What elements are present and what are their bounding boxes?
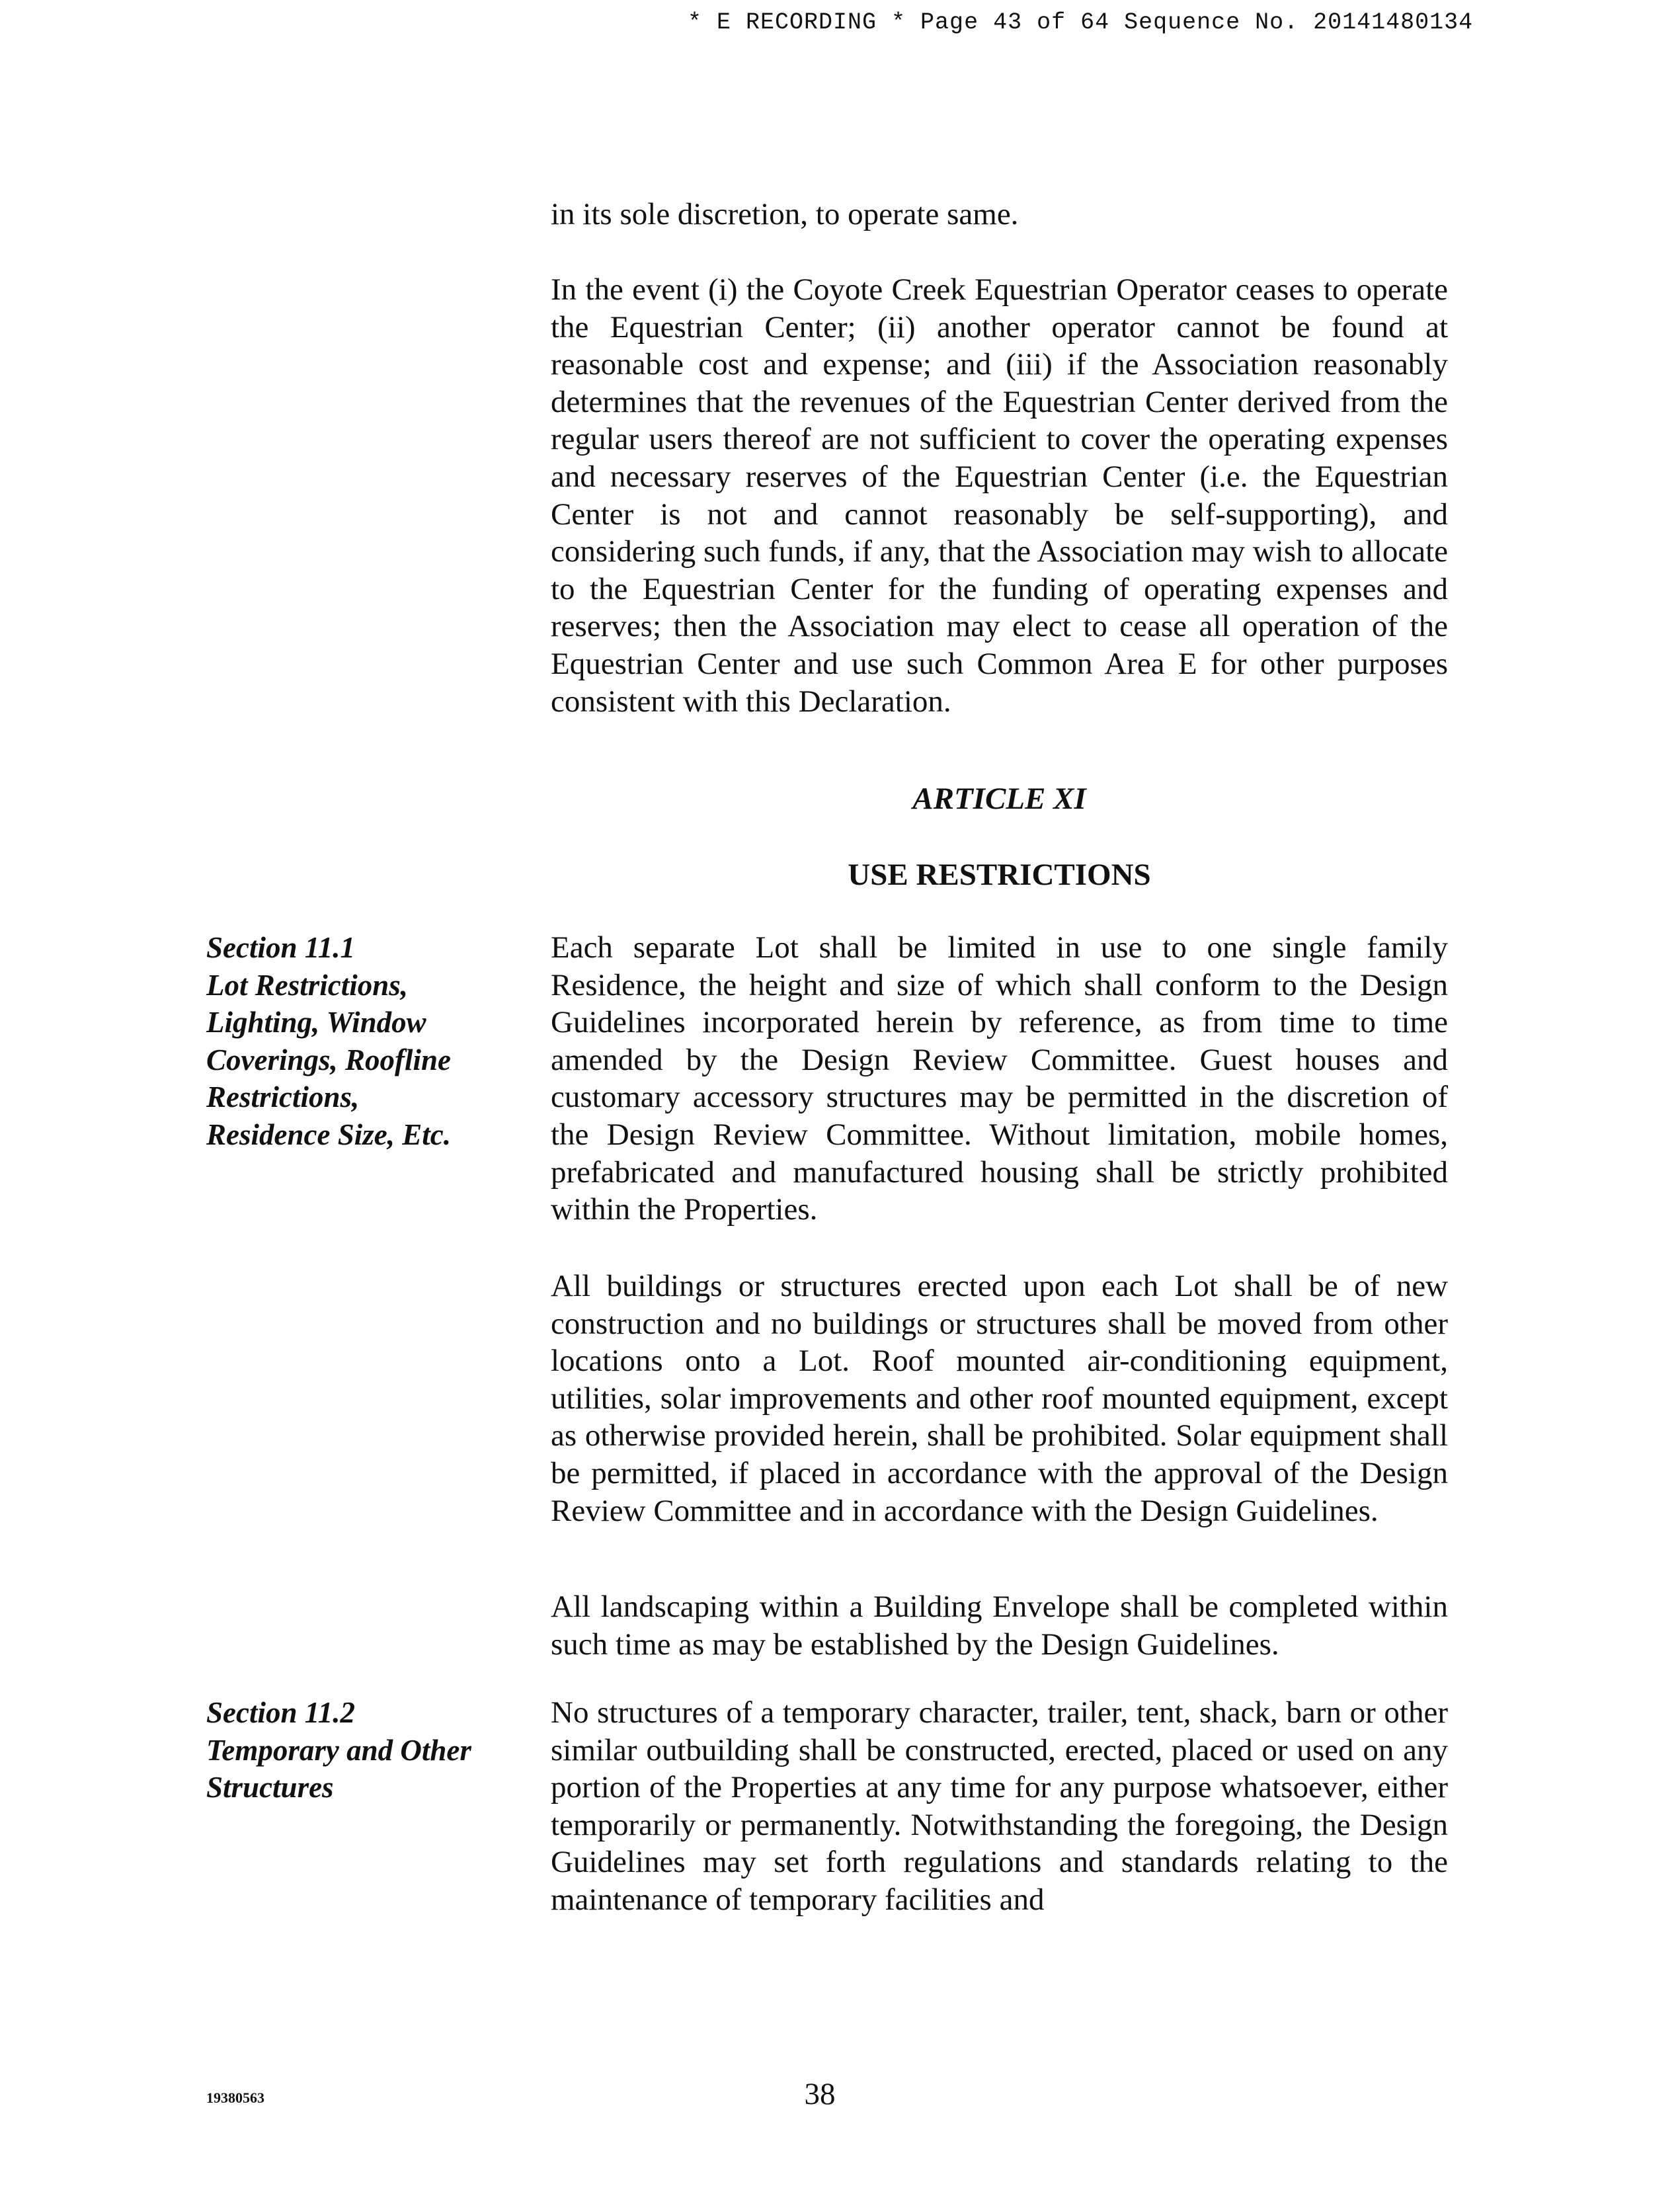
section-11-2-paragraph [551,1694,1448,1919]
section-paragraph: All landscaping within a Building Envelope shall be completed within such time as may be established by the Design Guidelines. [551,1590,1448,1662]
section-11-1-paragraph-1 [551,929,1448,1229]
article-title: USE RESTRICTIONS [848,858,1151,892]
sidenote-line: Coverings, Roofline [206,1043,452,1076]
sidenote-line: Temporary and Other [206,1733,471,1767]
sidenote-line: Restrictions, [206,1080,360,1114]
sidenote-line: Section 11.1 [206,931,356,964]
recording-stamp: * E RECORDING * Page 43 of 64 Sequence No. 20141480134 [688,9,1474,36]
sidenote-line: Lighting, Window [206,1006,426,1039]
section-paragraph: All buildings or structures erected upon each Lot shall be of new construction and no buildings or structures shall be moved from other locations onto a Lot. Roof mounted air-conditioning equipment, utilities, solar improvements and other roof mounted equipment, except as otherwise provided herein, shall be prohibited. Solar equipment shall be permitted, if placed in accordance with the approval of the Design Review Committee and in accordance with the Design Guidelines. [551,1269,1448,1528]
section-11-1-paragraph-2 [551,1268,1448,1529]
document-number: 19380563 [206,2089,264,2106]
continuation-text: in its sole discretion, to operate same. [551,197,1019,231]
continuation-paragraph [551,196,1448,233]
sidenote-line: Lot Restrictions, [206,968,409,1002]
section-paragraph: Each separate Lot shall be limited in use to one single family Residence, the height and size of which shall conform to the Design Guidelines incorporated herein by reference, as from time to time amended by the Design Review Committee. Guest houses and customary accessory structures may be permitted in the discretion of the Design Review Committee. Without limitation, mobile homes, prefabricated and manufactured housing shall be strictly prohibited within the Properties. [551,930,1448,1227]
article-number: ARTICLE XI [912,782,1086,816]
equestrian-text: In the event (i) the Coyote Creek Equestrian Operator ceases to operate the Equestrian Center; (ii) another operator cannot be found at reasonable cost and expense; and (iii) if the Association reasonably determines that the revenues of the Equestrian Center derived from the regular users thereof are not sufficient to cover the operating expenses and necessary reserves of the Equestrian Center (i.e. the Equestrian Center is not and cannot reasonably be self-supporting), and considering such funds, if any, that the Association may wish to allocate to the Equestrian Center for the funding of operating expenses and reserves; then the Association may elect to cease all operation of the Equestrian Center and use such Common Area E for other purposes consistent with this Declaration. [551,272,1448,719]
section-11-2-sidenote [206,1694,517,1806]
page-number: 38 [804,2077,836,2111]
section-paragraph: No structures of a temporary character, trailer, tent, shack, barn or other similar outbuilding shall be constructed, erected, placed or used on any portion of the Properties at any time for any purpose whatsoever, either temporarily or permanently. Notwithstanding the foregoing, the Design Guidelines may set forth regulations and standards relating to the maintenance of temporary facilities and [551,1695,1448,1917]
sidenote-line: Residence Size, Etc. [206,1117,451,1151]
sidenote-line: Section 11.2 [206,1696,356,1729]
section-11-1-paragraph-3 [551,1588,1448,1663]
sidenote-line: Structures [206,1771,334,1804]
equestrian-paragraph [551,271,1448,720]
section-11-1-sidenote [206,929,517,1154]
